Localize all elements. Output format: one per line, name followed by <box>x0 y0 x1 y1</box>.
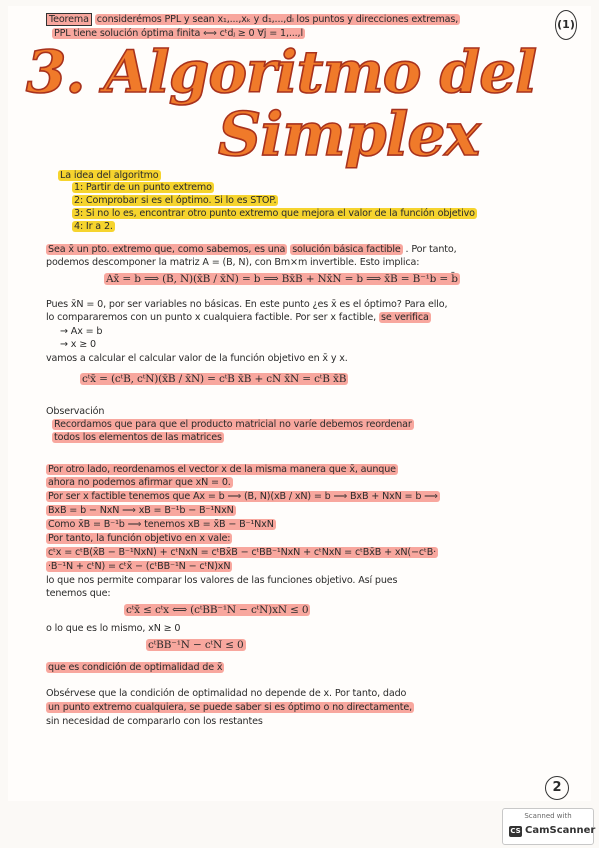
camscanner-logo-icon: CS <box>510 827 521 835</box>
para-11: cᵗx = cᵗB(x̄B − B⁻¹NxN) + cᵗNxN = cᵗBx̄B − cᵗBB⁻¹NxN + cᵗNxN = cᵗBx̄B + xN(−cᵗB· <box>48 547 437 558</box>
para-16: que es condición de optimalidad de x̄ <box>48 662 223 673</box>
idea-step-1: 1: Partir de un punto extremo <box>74 182 212 193</box>
scanner-caption: Scanned with <box>524 812 572 820</box>
para-9: Como x̄B = B⁻¹b ⟹ tenemos xB = x̄B − B⁻¹NxN <box>48 519 274 530</box>
condition-2: → x ≥ 0 <box>60 339 96 350</box>
equation-3: cᵗx̄ ≤ cᵗx ⟺ (cᵗBB⁻¹N − cᵗN)xN ≤ 0 <box>126 604 309 616</box>
para-4: lo compararemos con un punto x cualquiera factible. Por ser x factible, se verifica <box>46 312 429 323</box>
idea-heading: La idea del algoritmo <box>60 170 159 181</box>
para-8: BxB = b − NxN ⟹ xB = B⁻¹b − B⁻¹NxN <box>48 505 234 516</box>
para-7: Por ser x factible tenemos que Ax = b ⟹ (B, N)(xB / xN) = b ⟹ BxB + NxN = b ⟹ <box>48 491 438 502</box>
side-mark: (1) <box>555 10 577 40</box>
idea-step-2: 2: Comprobar si es el óptimo. Si lo es STOP. <box>74 195 277 206</box>
para-10: Por tanto, la función objetivo en x vale: <box>48 533 231 544</box>
theorem-line-1 <box>46 14 460 26</box>
para-5: vamos a calcular el calcular valor de la función objetivo en x̄ y x. <box>46 353 348 364</box>
highlight-solucion-basica: solución básica factible <box>292 244 401 255</box>
equation-4: cᵗBB⁻¹N − cᵗN ≤ 0 <box>148 639 244 651</box>
page-number: 2 <box>545 776 569 800</box>
para-13: lo que nos permite comparar los valores de las funciones objetivo. Así pues <box>46 575 398 586</box>
para-6b: ahora no podemos afirmar que xN = 0. <box>48 477 231 488</box>
observation-2: todos los elementos de las matrices <box>54 432 222 443</box>
idea-step-3: 3: Si no lo es, encontrar otro punto extremo que mejora el valor de la función objetivo <box>74 208 475 219</box>
title-line-2: Simplex <box>218 100 480 170</box>
scanner-brand: CamScanner <box>525 825 596 836</box>
observation-heading: Observación <box>46 406 105 417</box>
para-3: Pues x̄N = 0, por ser variables no básicas. En este punto ¿es x̄ es el óptimo? Para ello, <box>46 299 448 310</box>
theorem-statement: considerémos PPL y sean x₁,...,xₖ y d₁,...,dₗ los puntos y direcciones extremas, <box>96 14 459 25</box>
para-12: ·B⁻¹N + cᵗN) = cᵗx̄ − (cᵗBB⁻¹N − cᵗN)xN <box>48 561 231 572</box>
observation-1: Recordamos que para que el producto matricial no varíe debemos reordenar <box>54 419 412 430</box>
equation-1: Ax̄ = b ⟹ (B, N)(x̄B / x̄N) = b ⟹ Bx̄B + Nx̄N = b ⟹ x̄B = B⁻¹b = b̄ <box>106 273 458 285</box>
theorem-label: Teorema <box>46 13 92 26</box>
condition-1: → Ax = b <box>60 326 103 337</box>
idea-step-4: 4: Ir a 2. <box>74 221 113 232</box>
para-19: sin necesidad de compararlo con los restantes <box>46 716 263 727</box>
theorem-condition: PPL tiene solución óptima finita ⟺ cᵗdⱼ ≥ 0 ∀j = 1,...,l <box>54 28 303 39</box>
para-18: un punto extremo cualquiera, se puede saber si es óptimo o no directamente, <box>48 702 413 713</box>
para-14: tenemos que: <box>46 588 111 599</box>
para-6a: Por otro lado, reordenamos el vector x de la misma manera que x̄, aunque <box>48 464 396 475</box>
camscanner-watermark <box>502 808 594 845</box>
para-2: podemos descomponer la matriz A = (B, N), con Bm×m invertible. Esto implica: <box>46 257 420 268</box>
para-17: Obsérvese que la condición de optimalidad no depende de x. Por tanto, dado <box>46 688 407 699</box>
title-line-1: 3. Algoritmo del <box>26 38 537 106</box>
para-15: o lo que es lo mismo, xN ≥ 0 <box>46 623 181 634</box>
equation-2: cᵗx̄ = (cᵗB, cᵗN)(x̄B / x̄N) = cᵗB x̄B + cN x̄N = cᵗB x̄B <box>82 373 347 385</box>
para-1: Sea x̄ un pto. extremo que, como sabemos, es una solución básica factible . Por tanto, <box>48 244 457 255</box>
